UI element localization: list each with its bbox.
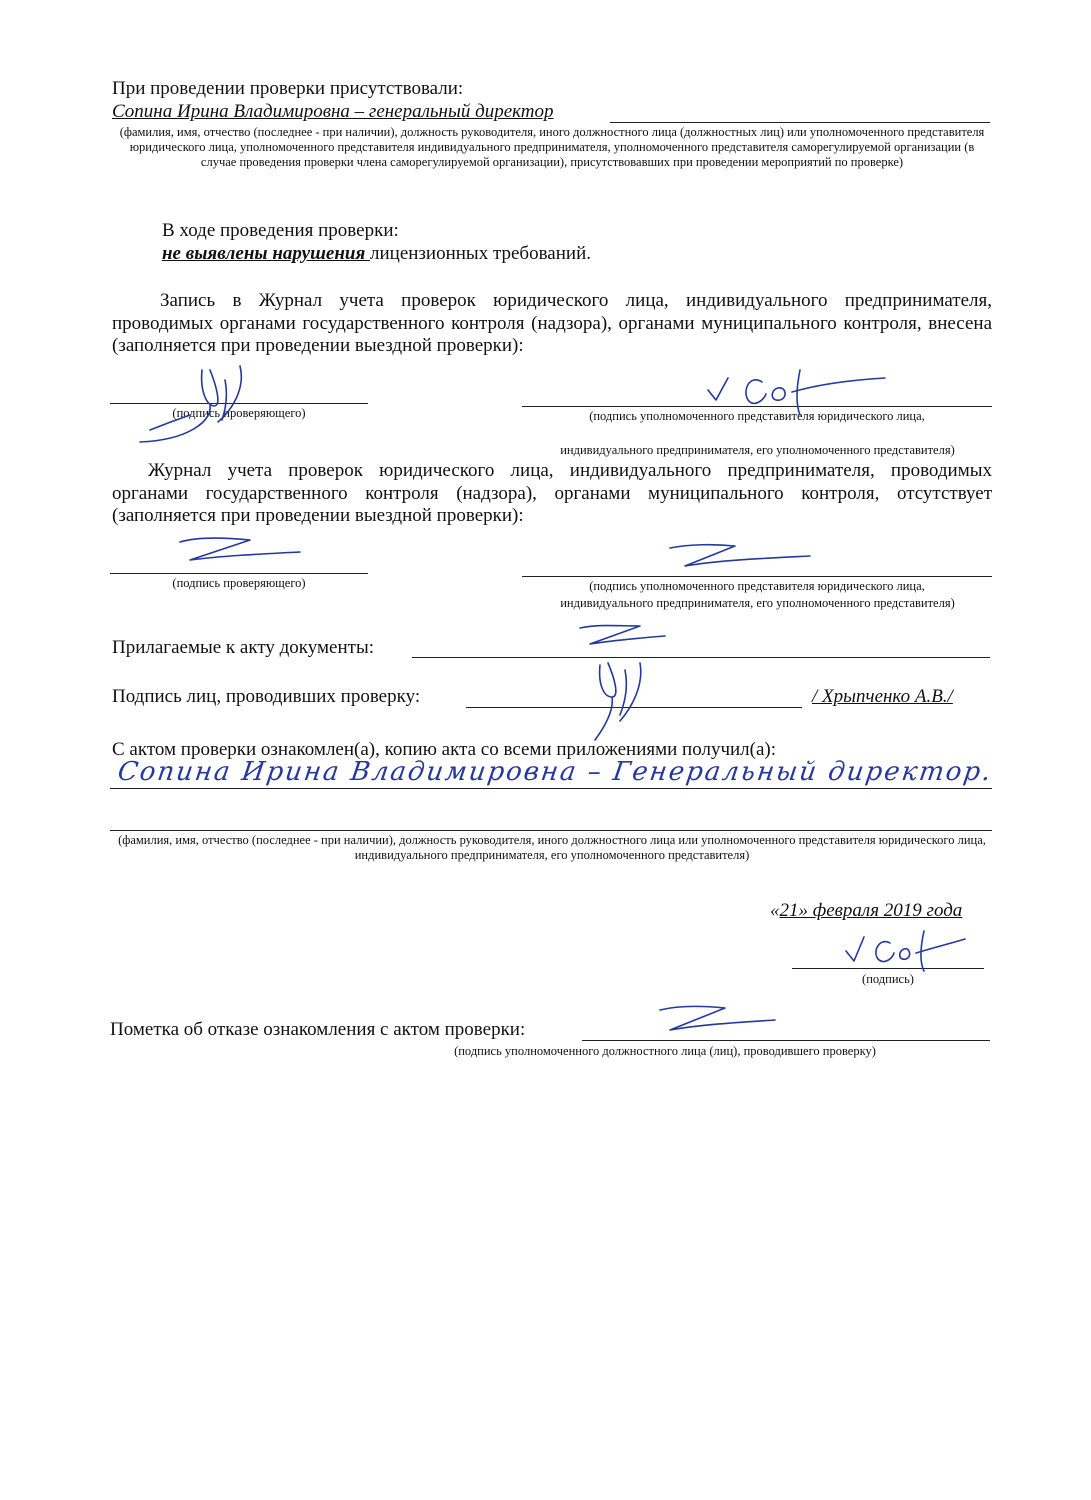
journal-absent-right-caption-1: (подпись уполномоченного представителя юридического лица,: [589, 579, 925, 593]
journal-absent-right-caption-2: индивидуального предпринимателя, его уполномоченного представителя): [560, 596, 955, 610]
inspectors-label: Подпись лиц, проводивших проверку:: [112, 686, 421, 707]
inspector-name: / Хрыпченко А.В./: [812, 686, 953, 707]
findings-result: [162, 243, 591, 265]
journal-absent-left-caption: (подпись проверяющего): [172, 576, 306, 590]
inspector-signature-2: [580, 655, 670, 745]
refusal-label: Пометка об отказе ознакомления с актом проверки:: [110, 1019, 526, 1040]
attachments-label: Прилагаемые к акту документы:: [112, 637, 374, 658]
acquainted-line-1: [110, 788, 992, 789]
presence-heading: При проведении проверки присутствовали:: [112, 78, 464, 99]
representative-signature-2: [840, 925, 970, 975]
findings-result-rest: лицензионных требований.: [370, 243, 591, 264]
presence-note: (фамилия, имя, отчество (последнее - при наличии), должность руководителя, иного должностного лица (должностных лиц) или уполномоченного представителя юридического лица, уполномоченного представителя индивидуального предпринимателя, уполномоченного представителя саморегулируемой организации (в случае проведения проверки члена саморегулируемой организации), присутствовавших при проведении мероприятий по проверке): [119, 125, 985, 169]
attachments-line: [412, 657, 990, 658]
representative-signature-1: [700, 360, 900, 430]
acquainted-line-2: [110, 830, 992, 831]
inspector-signature-1: [130, 360, 260, 450]
journal-entered-right-caption-1: (подпись уполномоченного представителя юридического лица,: [589, 409, 925, 423]
findings-result-emphasis: не выявлены нарушения: [162, 243, 370, 264]
findings-heading: В ходе проведения проверки:: [162, 220, 399, 241]
refusal-line: [582, 1040, 990, 1041]
presence-person: Сопина Ирина Владимировна – генеральный директор: [112, 101, 554, 122]
z-mark-3: [560, 620, 670, 655]
z-mark-2: [660, 540, 820, 575]
acquainted-note: (фамилия, имя, отчество (последнее - при наличии), должность руководителя, иного должностного лица или уполномоченного представителя юридического лица, индивидуального предпринимателя, его уполномоченного представителя): [118, 833, 986, 862]
journal-absent-text: Журнал учета проверок юридического лица, индивидуального предпринимателя, проводимых органами государственного контроля (надзора), органами муниципального контроля, отсутствует (заполняется при проведении выездной проверки):: [112, 460, 992, 526]
z-mark-4: [650, 1000, 780, 1040]
date-value: 21» февраля 2019 года: [779, 900, 963, 921]
signature-caption: (подпись): [862, 972, 914, 986]
journal-entered-right-caption-2: индивидуального предпринимателя, его уполномоченного представителя): [560, 443, 955, 457]
journal-entered-left-caption: (подпись проверяющего): [172, 406, 306, 420]
presence-line: [610, 122, 990, 123]
refusal-caption: (подпись уполномоченного должностного лица (лиц), проводившего проверку): [454, 1044, 876, 1058]
journal-absent-right-line: [522, 576, 992, 577]
journal-entered-text: Запись в Журнал учета проверок юридического лица, индивидуального предпринимателя, проводимых органами государственного контроля (надзора), органами муниципального контроля, внесена (заполняется при проведении выездной проверки):: [112, 290, 992, 356]
date-prefix: «: [770, 900, 780, 921]
acquainted-label: С актом проверки ознакомлен(а), копию акта со всеми приложениями получил(а):: [112, 739, 777, 760]
act-date: [770, 900, 962, 922]
acquainted-handwritten: Сопина Ирина Владимировна – Генеральный директор.: [115, 757, 995, 787]
z-mark-1: [170, 530, 310, 570]
journal-absent-left-line: [110, 573, 368, 574]
